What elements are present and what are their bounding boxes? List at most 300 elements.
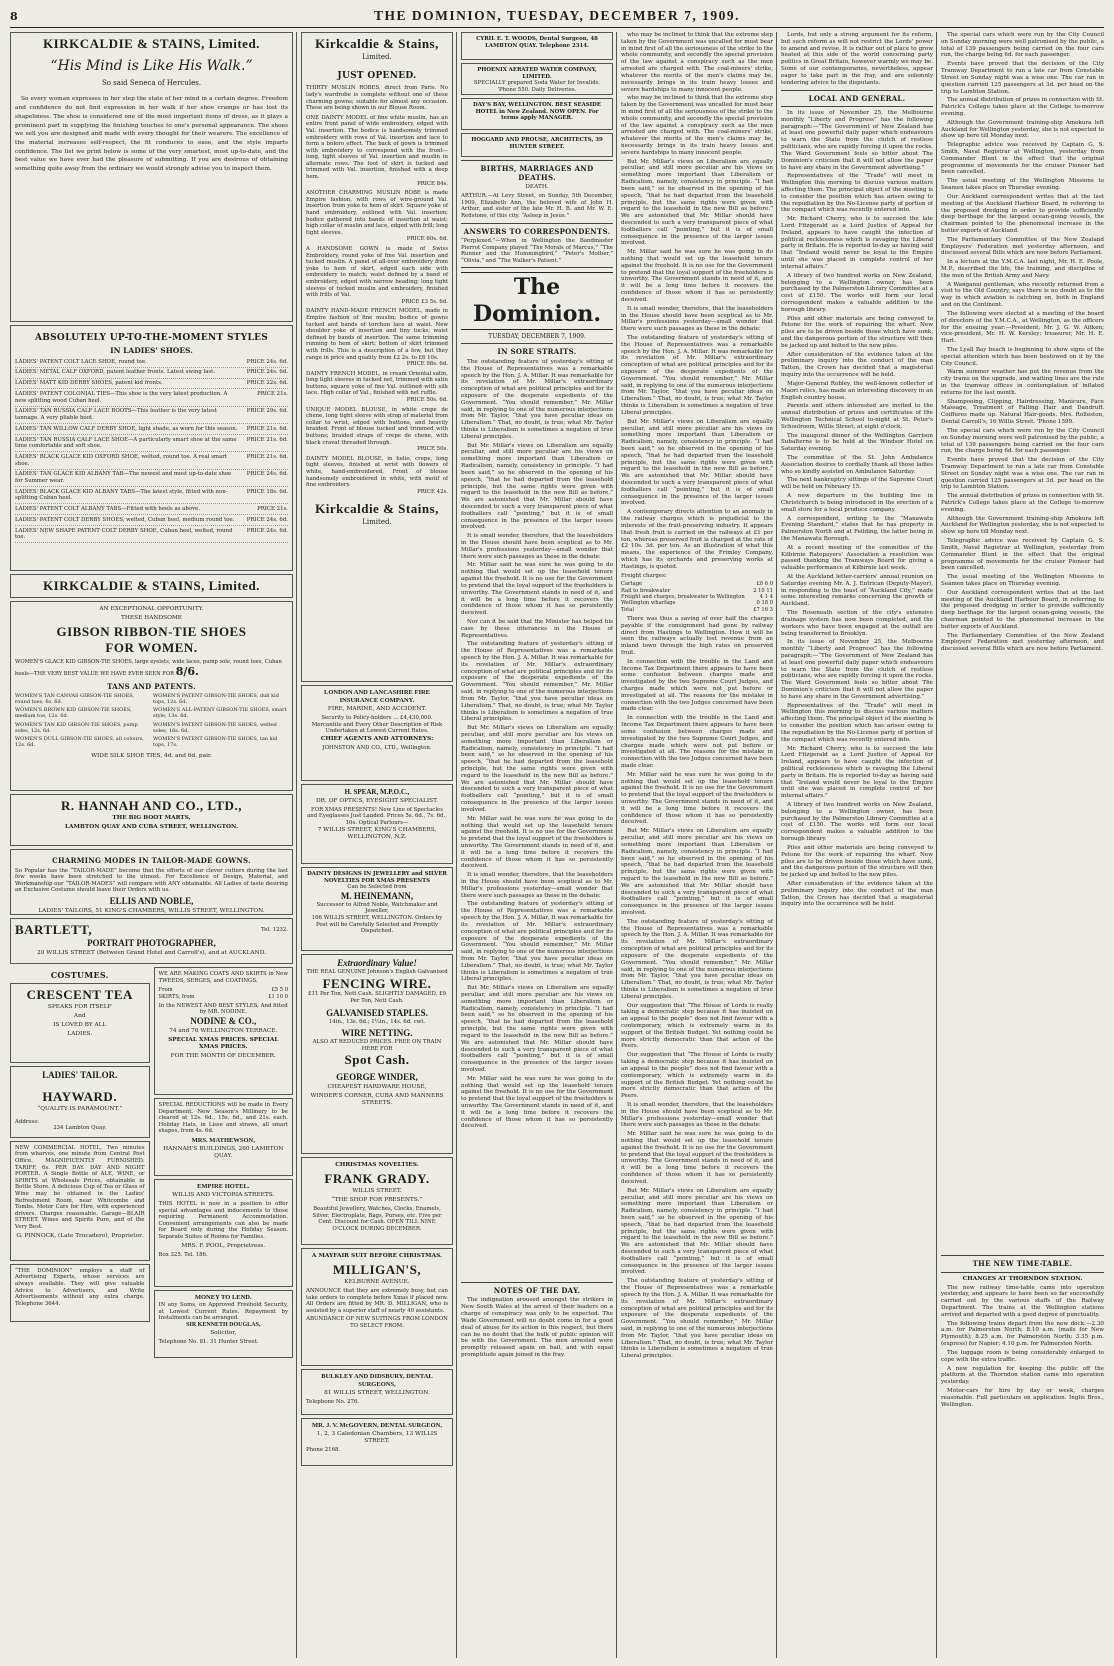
- shoe-item: [15, 452, 288, 469]
- price-value: £5 5 0: [271, 987, 288, 994]
- price-label: SKIRTS, from: [158, 993, 195, 1000]
- winder-netting-body: ALSO AT REDUCED PRICES. FREE ON TRAIN HERE FOR: [312, 1039, 442, 1052]
- shoe-item: [15, 407, 288, 424]
- death-label: DEATH.: [525, 184, 549, 191]
- news-item: Our Auckland correspondent writes that at the last meeting of the Auckland Harbour Board, in referring to the proposed dredging in order to provide sufficiently deep berthage for the largest ocean-going vessels, the chairman pointed to the phenomenal increase in the butter exports of Auckland.: [941, 589, 1104, 630]
- gibson-item: WOMEN'S TAN KID GIBSON-TIE SHOES, pump soles, 12s. 6d.: [15, 721, 138, 734]
- spear-sub: DR. OF OPTICS, EYESIGHT SPECIALIST.: [316, 797, 438, 804]
- money-name: SIR KENNETH DOUGLAS,: [186, 1321, 261, 1328]
- lords-text: Lords, but only a strong argument for its reform, but such reform as will not restrict the Lords' power to amend and revise. It is rather out of place to grow heated at this side of the world concerning party politics in Great Britain, however warmly we may be. Some of our contemporaries, nevertheless, appear eager to take part in the fray, and are solemnly tendering advice to the disputants.: [781, 32, 933, 86]
- editorial-heading: IN SORE STRAITS.: [497, 347, 577, 357]
- robe-desc: THIRTY MUSLIN ROBES, direct from Paris. No lady's wardrobe is complete without one of these charming gowns; suitable for almost any occasion. These are being shown in our Blouse Room.: [306, 85, 448, 112]
- shoe-name: LADIES' PATENT COLT DERBY SHOES, welted, Cuban heel, medium round toe.: [15, 516, 235, 523]
- heinemann-line1: DAINTY DESIGNS IN JEWELLERY and SILVER NOVELTIES FOR XMAS PRESENTS: [307, 871, 447, 884]
- timetable-heading: THE NEW TIME-TABLE.: [972, 1259, 1073, 1268]
- phoenix-body: SPECIALLY prepared Soda Water for Invalids. 'Phone 550. Daily Deliveries.: [473, 80, 601, 93]
- days-bay-ad: [461, 98, 613, 130]
- ks-sub2: Limited.: [362, 518, 392, 527]
- gibson-title: GIBSON RIBBON-TIE SHOES: [56, 624, 247, 640]
- hannah-ad: [10, 794, 293, 846]
- timetable-item: Motor-cars for hire by day or week, charges reasonable. Full particulars on application. Inglis Bros., Wellington.: [941, 1387, 1104, 1408]
- shoe-name: LADIES' PATENT COLT LACE SHOE, round toe.: [15, 358, 147, 365]
- answers-heading: ANSWERS TO CORRESPONDENTS.: [463, 226, 611, 236]
- nodine-title: NODINE & CO.,: [190, 1016, 257, 1027]
- news-item: The next bankruptcy sittings of the Supreme Court will be held on February 15.: [781, 477, 933, 491]
- lower-ads: [10, 967, 293, 1487]
- commercial-hotel-ad: [10, 1141, 150, 1261]
- tailor-name: HAYWARD.: [42, 1088, 118, 1104]
- answers-body: “Perplexed.”—When in Wellington the Bandmaster Pierrot Company played “The Morals of Marcus,” “The Runner and the Hummingbird,” “Peter's Mother,” “Olivia,” and “The Walker's Patient.”: [461, 238, 613, 264]
- mathewson-ad: [154, 1098, 294, 1176]
- shoe-item: [15, 389, 288, 406]
- news-item: A correspondent, writing to the “Manawatu Evening Standard,” states that he has property in Palmerston North and at Feilding, the latter being in the Manawatu Borough.: [781, 515, 933, 542]
- news-item: Piles and other materials are being conveyed to Petone for the work of repairing the wharf. New piles are to be driven beside those which have sunk, and the dangerous portion of the structure will then be jacked up and bolted to the new piles.: [781, 844, 933, 879]
- robe-price: PRICE 42s.: [417, 488, 448, 495]
- news-item: A Wanganui gentleman, who recently returned from a visit to the Old Country, says there is no doubt as to the way in which aviation is catching on, both in England and on the Continent.: [941, 281, 1104, 309]
- shoe-name: LADIES' TAN RUSSIA CALF LACE SHOE—A particularly smart shoe at the same time comfortable and soft shoe.: [15, 436, 237, 450]
- gibson-price: 8/6.: [175, 665, 199, 679]
- robe-item: [306, 115, 448, 188]
- crescent-line: CRESCENT TEA: [26, 986, 133, 1002]
- nodine-xmas: SPECIAL XMAS PRICES. SPECIAL XMAS PRICES.: [168, 1037, 279, 1051]
- mathewson-body: SPECIAL REDUCTIONS will be made in Every Department. New Season's Millinery to be cleared at 12s. 6d., 15s. 6d., and 21s. each. Holiday Hats, in Lisse and straws, all smart shapes, from 4s. 6d.: [158, 1102, 288, 1135]
- robe-price: PRICE 50s. 6d.: [406, 397, 448, 404]
- money-addr: Telephone No. 81. 31 Hunter Street.: [158, 1339, 259, 1346]
- heinemann-title: M. HEINEMANN,: [340, 890, 414, 901]
- crescent-line: And: [73, 1012, 86, 1019]
- ks-title: Kirkcaldie & Stains,: [315, 36, 439, 51]
- winder-name: GEORGE WINDER,: [336, 1072, 418, 1083]
- ellis-noble-ad: [10, 849, 293, 915]
- ks-sub: Limited.: [362, 52, 392, 61]
- news-item: At a recent meeting of the committee of the Kilbirnie Ratepayers' Association a resolution was passed thanking the Tramways Board for giving a valuable performance at Kilbirnie last week.: [781, 544, 933, 572]
- insurance-agents: CHIEF AGENTS AND ATTORNEYS:: [320, 735, 434, 742]
- days-body: DAY'S BAY, WELLINGTON. BEST SEASIDE HOTEL in New Zealand. NOW OPEN. For terms apply MANAGER.: [473, 102, 601, 122]
- gibson-item: WOMEN'S ALL-PATENT GIBSON-TIE SHOES, smart style, 13s. 6d.: [153, 707, 287, 720]
- grady-title: FRANK GRADY.: [324, 1171, 430, 1187]
- gibson-title2: FOR WOMEN.: [105, 639, 198, 655]
- kirkcaldie-shoe-ad: [10, 32, 293, 322]
- charge-value: £7 16 3: [753, 606, 773, 613]
- hannah-addr: LAMBTON QUAY AND CUBA STREET, WELLINGTON.: [64, 823, 238, 830]
- advertiser-name: KIRKCALDIE & STAINS, Limited.: [43, 36, 260, 51]
- milligan-body: ANNOUNCE that they are extremely busy, but can take orders to complete before Xmas if placed now. All Orders are fitted by MR. D. MILLIGAN, who is assisted by a superior staff of nearly 40 assistants.: [306, 1287, 448, 1314]
- winder-staples-price: 14in., 13s. 6d.; 1½in., 14s. 6d. cwt.: [328, 1018, 426, 1025]
- heinemann-addr: 166 WILLIS STREET, WELLINGTON. Orders by Post will be Carefully Selected and Promptly Dispatched.: [311, 914, 443, 935]
- shoe-name: LADIES' PATENT COLONIAL TIES—This shoe is the very latest production. A new splitting wood Cuban heel.: [15, 391, 228, 404]
- shoe-name: LADIES' NEW SHAPE PATENT COLT DERBY SHOE, Cuban heel, welted, round toe.: [15, 527, 233, 541]
- grady-addr: WILLIS STREET.: [352, 1187, 402, 1194]
- crescent-tea-ad: [10, 983, 150, 1063]
- shoe-price: PRICE 24s. 6d.: [246, 471, 288, 478]
- winder-ad: [301, 954, 453, 1154]
- news-item: The special cars which were run by the City Council on Sunday morning were well patronised by the public, a total of 139 passengers being carried on the four cars run, the charge being 6d. for each passenger.: [941, 32, 1104, 59]
- price-value: £1 10 0: [268, 993, 288, 1000]
- spear-title: H. SPEAR, M.P.O.C.,: [344, 788, 410, 796]
- empire-hotel-ad: [154, 1179, 294, 1287]
- shoe-name: LADIES' MATT KID DERBY SHOES, patent kid fronts.: [15, 380, 163, 387]
- news-item: Our Auckland correspondent writes that at the last meeting of the Auckland Harbour Board, in referring to the proposed dredging in order to provide sufficiently deep berthage for the largest ocean-going vessels, the chairman pointed to the phenomenal increase in the butter exports of Auckland.: [941, 193, 1104, 234]
- news-item: Shampooing, Clipping, Hairdressing, Manicure, Face Massage, Treatment of Falling Hair and Dandruff. Coiffures made up. Natural Hair-goods. Mrs. Rolleston, Dental Carroll's, 16 Willis Street. 'Phone 1599.: [941, 398, 1104, 426]
- news-item: Telegraphic advice was received by Captain G. S. Smith, Naval Registrar at Wellington, yesterday from Commander Blunt in the effect that the original programme of movements for the cruiser Pioneer had been cancelled.: [941, 538, 1104, 572]
- local-general-heading: LOCAL AND GENERAL.: [808, 93, 906, 103]
- costume-price-row: [159, 994, 289, 1000]
- news-item: The following were elected at a meeting of the board of directors of the Y.M.C.A., at Wellington, as the officers for the ensuing year:—President, Mr. J. G. W. Aitken; vice-president, Mr. H. W. Kersley; treasurer, Mr. H. E. Hart.: [941, 310, 1104, 345]
- hannah-sub: THE BIG BOOT MARTS,: [112, 814, 191, 821]
- robe-desc: ONE DAINTY MODEL of fine white muslin, has an entire front panel of wide embroidery, edged with Val. insertion. The bodice is handsomely trimmed embroidery with rows of Val. insertion and lace to form a bolero effect. The back of gown is trimmed with embroidery to correspond with the front—long, tight sleeves of Val. insertion and muslin in alternate rows. The foot of skirt is tucked and trimmed with Val. insertion, finished with a deep hem.: [306, 114, 448, 181]
- charge-value: 4 1 4: [759, 593, 773, 600]
- ad-quote: “His Mind is Like His Walk.”: [50, 57, 253, 74]
- shoe-item: [15, 368, 288, 379]
- crescent-line: SPEAKS FOR ITSELF: [47, 1003, 112, 1010]
- robe-item: [306, 85, 448, 111]
- news-item: A new departure in the building line in Christchurch is being introduced in the erection of a small store for a local produce company.: [781, 493, 933, 513]
- shoe-price: PRICE 24s. 6d.: [246, 358, 288, 365]
- grady-tag: “THE SHOP FOR PRESENTS.”: [331, 1196, 423, 1203]
- tailor-ad: [10, 1066, 150, 1138]
- charge-label: Total: [621, 606, 635, 613]
- robe-price: PRICE £3 5s. 6d.: [401, 298, 448, 305]
- shoe-price: PRICE 24s. 6d.: [246, 527, 288, 534]
- shoe-price: PRICE 21s.: [257, 506, 288, 513]
- mcgovern-addr: 1, 2, 3 Caledonian Chambers, 13 WILLIS STREET.: [316, 1430, 438, 1444]
- shoe-name: LADIES' PATENT COLT ALBANY TABS—Fitted with heels as above.: [15, 506, 201, 513]
- news-item: In its issue of November 25, the Melbourne monthly “Liberty and Progress” has the following paragraph:—“The Government of New Zealand has at least one powerful daily paper which endeavours to warn the State from the clutch of restless politicians, who are rapidly forcing it upon the rocks. The Ward Government feels so bitter about The Dominion's criticism that it will not allow the paper to have any share in the Government advertising.”: [781, 110, 933, 171]
- gibson-desc: WOMEN'S GLACE KID GIBSON-TIE SHOES, large eyelets, wide laces, pump sole, round toes, Cuban heels—THE VERY BEST VALUE WE HAVE EVER SEEN FOR 8/6.: [15, 658, 282, 679]
- news-item: The committee of the St. John Ambulance Association desires to cordially thank all those ladies who so kindly assisted on Ambulance Saturday.: [781, 455, 933, 475]
- empire-proprietress: MRS. F. POOL, Proprietress.: [181, 1242, 266, 1249]
- gibson-intro2: THESE HANDSOME: [120, 615, 183, 622]
- gibson-item: WOMEN'S PATENT GIBSON-TIE SHOES, tan kid tops, 17s.: [153, 735, 278, 748]
- gibson-item: WOMEN'S BROWN KID GIBSON-TIE SHOES, medium toe, 12s. 6d.: [15, 707, 132, 720]
- local-general-items: [781, 110, 933, 908]
- gibson-footer: WIDE SILK SHOE TIES, 4d. and 6d. pair.: [91, 752, 212, 759]
- ellis-addr: LADIES' TAILORS, 51 KING'S CHAMBERS, WILLIS STREET, WELLINGTON.: [38, 907, 265, 914]
- winder-title: FENCING WIRE.: [322, 975, 432, 991]
- bartlett-sub: PORTRAIT PHOTOGRAPHER,: [87, 937, 216, 948]
- news-item: The Roseneath section of the city's extensive drainage system has now been completed, and the workers who have been engaged at the outfall are being transferred to Brooklyn.: [781, 610, 933, 637]
- money-role: Solicitor,: [210, 1330, 237, 1337]
- robe-desc: DAINTY MODEL BLOUSE, in helio, crepe, long tight sleeves, finished at wrist with flowers of white, hand-embroidered. Front of blouse handsomely embroidered in white, with motif of fine embroidery.: [306, 455, 448, 489]
- robe-item: [306, 456, 448, 496]
- tailor-heading: LADIES' TAILOR.: [42, 1069, 118, 1080]
- shoe-price: PRICE 22s. 6d.: [246, 380, 288, 387]
- news-item: The inaugural dinner of the Wellington Garrison Subalterns is to be held at the Windsor Hotel on Saturday evening.: [781, 432, 933, 453]
- bulkley-addr: 81 WILLIS STREET, WELLINGTON.: [324, 1389, 430, 1396]
- shoe-price: PRICE 18s. 6d.: [246, 488, 288, 495]
- crescent-line: IS LOVED BY ALL: [53, 1021, 107, 1028]
- dominion-advertising-ad: [10, 1264, 150, 1322]
- births-heading: BIRTHS, MARRIAGES AND DEATHS.: [480, 164, 594, 182]
- robe-item: [306, 371, 448, 404]
- ellis-body: So Popular has the “TAILOR-MADE” become that the efforts of our clever cutters during the last few weeks have been stretched to the utmost. For Excellence of Design, Material, and Workmanship our “TAILOR-MADES” will compare with ANY obtainable. All Ladies of taste desiring an Exclusive Costume should leave their Orders with us.: [15, 867, 288, 894]
- ad-attribution: So said Seneca of Hercules.: [101, 78, 202, 87]
- news-item: The usual meeting of the Wellington Missions to Seamen takes place on Thursday evening.: [941, 574, 1104, 587]
- costumes-heading: COSTUMES.: [50, 970, 109, 980]
- winder-netting: WIRE NETTING.: [341, 1028, 413, 1039]
- shoe-items: [15, 357, 288, 543]
- timetable-items: [941, 1285, 1104, 1409]
- bulkley-title: BULKLEY AND DIDSBURY, DENTAL SURGEONS,: [321, 1373, 433, 1388]
- nodine-ad: [154, 967, 294, 1095]
- column-4-text-2: There was thus a saving of over half the charges payable if the consignment had gone by railway direct from Hastings to Wellington. How it will be seen the railways actually lost revenue from an inland town through the high rates on preserved fruit. In connection with the trouble in the Land and Income Tax Department there appears to have been some confusion between charges made and investigated by the two Supreme Court Judges, and charges made which were not put before or investigated at all. The reasons for the mistake in connection with the two Judges concerned have been made clear. In connection with the trouble in the Land and Income Tax Department there appears to have been some confusion between charges made and investigated by the two Supreme Court Judges, and charges made which were not put before or investigated at all. The reasons for the mistake in connection with the two Judges concerned have been made clear. Mr. Millar said he was sure he was going to do nothing that would set up the leasehold tenure against the freehold. It is no use for the Government to pretend that the loyal support of the freeholders is unworthy. The Government stands in need of it, and it will be a long time before it recovers the confidence of those whom it has so persistently deceived. But Mr. Millar's views on Liberalism are equally peculiar, and still more peculiar are his views on something more important than Liberalism or Radicalism, namely, consistency in principle. “I had been said,” so he observed in the opening of his speech, “that he had departed from the leasehold principle, but the same rights were given with regard to the leasehold in the new Bill as before.” We are astonished that Mr. Millar should have descended to such a very transparent piece of what footballers call “pointing,” but it is of small consequence in the presence of the larger issues involved. The outstanding feature of yesterday's sitting of the House of Representatives was a remarkable speech by the Hon. J. A. Millar. It was remarkable for its revelation of Mr. Millar's extraordinary conception of what are political principles and for its exposure of the desperate expedients of the Government. “You should remember,” Mr. Millar said, in replying to one of the numerous interjections from Mr. Taylor, “that you have peculiar ideas on Liberalism.” That, no doubt, is true; what Mr. Taylor thinks is Liberalism is sometimes a negation of true Liberal principles. Our suggestion that “The House of Lords is really taking a democratic step because it has insisted on an appeal to the people” does not find favour with a contemporary, which is extremely warm in its support of the British Budget. Yet nothing could be more strictly democratic than that action of the Peers. Our suggestion that “The House of Lords is really taking a democratic step because it has insisted on an appeal to the people” does not find favour with a contemporary, which is extremely warm in its support of the British Budget. Yet nothing could be more strictly democratic than that action of the Peers. It is small wonder, therefore, that the leaseholders in the House should have been sceptical as to Mr. Millar's professions yesterday—small wonder that there were such passages as these in the debate: Mr. Millar said he was sure he was going to do nothing that would set up the leasehold tenure against the freehold. It is no use for the Government to pretend that the loyal support of the freeholders is unworthy. The Government stands in need of it, and it will be a long time before it recovers the confidence of those whom it has so persistently deceived. But Mr. Millar's views on Liberalism are equally peculiar, and still more peculiar are his views on something more important than Liberalism or Radicalism, namely, consistency in principle. “I had been said,” so he observed in the opening of his speech, “that he had departed from the leasehold principle, but the same rights were given with regard to the leasehold in the new Bill as before.” We are astonished that Mr. Millar should have descended to such a very transparent piece of what footballers call “pointing,” but it is of small consequence in the presence of the larger issues involved. The outstanding feature of yesterday's sitting of the House of Representatives was a remarkable speech by the Hon. J. A. Millar. It was remarkable for its revelation of Mr. Millar's extraordinary conception of what are political principles and for its exposure of the desperate expedients of the Government. “You should remember,” Mr. Millar said, in replying to one of the numerous interjections from Mr. Taylor, “that you have peculiar ideas on Liberalism.” That, no doubt, is true; what Mr. Taylor thinks is Liberalism is sometimes a negation of true Liberal principles.: [621, 615, 773, 1360]
- robe-desc: DAINTY FRENCH MODEL, in cream Oriental satin, long tight sleeves in tucked net, trimmed with satin buttons, square yoke of fine Val. outlined with silk lace. High collar of Val., finished with net ruffle.: [306, 370, 448, 397]
- notes-body: The indignation aroused amongst the strikers in New South Wales at the arrest of their leaders on a charge of conspiracy was only to be expected. The Wade Government will no doubt come in for a good deal of abuse for its action in this respect, but there can be no doubt that the bulk of public opinion will be with the Government. The men arrested were promptly released again on bail, and with equal promptitude again joined in the fray.: [461, 1297, 613, 1358]
- news-item: The Lyall Bay beach is beginning to show signs of the special attention which has been bestowed on it by the City Council.: [941, 346, 1104, 367]
- column-4: [621, 32, 773, 1658]
- tans-heading: TANS AND PATENTS.: [107, 681, 196, 691]
- timetable-item: The following trains depart from the new dock:—2.30 a.m. for Palmerston North; 8.10 a.m. (mails for New Plymouth); 8.25 a.m. for Palmerston North; 3.35 p.m. (express) for Napier; 4.10 p.m. for Palmerston North.: [941, 1320, 1104, 1348]
- robe-item: [306, 246, 448, 305]
- ellis-title: ELLIS AND NOBLE,: [109, 895, 194, 906]
- shoe-name: LADIES' TAN GLACE KID ALBANY TAB—The newest and most up-to-date shoe for Summer wear.: [15, 471, 232, 484]
- news-item: Events have proved that the decision of the City Tramway Department to run a late car from Constable Street on Sunday night was a wise one. The car ran in question carried 125 passengers at 3d. per head on the trip to Lambton Station.: [941, 457, 1104, 491]
- news-item: Parents and others interested are invited to the annual distribution of prizes and certificates of the Wellington Technical School to-night at St. Peter's Schoolroom, Willis Street, at eight o'clock.: [781, 403, 933, 430]
- winder-sub: THE REAL GENUINE Johnson's English Galvanised: [306, 968, 448, 975]
- shoe-price: PRICE 21s. 6d.: [246, 436, 288, 443]
- tailor-addr-label: Address:: [15, 1118, 39, 1125]
- timetable-sub: CHANGES AT THORNDON STATION.: [962, 1275, 1083, 1282]
- charge-label: Freight and charges, breakwater to Wellington: [621, 593, 745, 600]
- woods-dental-ad: [461, 32, 613, 60]
- bartlett-addr: 20 WILLIS STREET (Between Grand Hotel and Carroll's), and at AUCKLAND.: [37, 949, 266, 956]
- mathewson-name: MRS. MATHEWSON,: [191, 1136, 255, 1144]
- news-item: At the Auckland letter-carriers' annual reunion on Saturday evening Mr. A. J. Entrican (Deputy-Mayor), in responding to the toast of “Auckland City,” made some interesting remarks concerning the growth of Auckland.: [781, 574, 933, 608]
- ks-title2: Kirkcaldie & Stains,: [315, 501, 439, 517]
- shoe-item: [15, 504, 288, 515]
- news-item: Major-General Robley, the well-known collector of Maori relics, has made an interesting discovery in an English country house.: [781, 380, 933, 401]
- winder-role: CHEAPEST HARDWARE HOUSE,: [327, 1084, 427, 1091]
- robe-price: PRICE 60s. 6d.: [406, 236, 448, 243]
- news-item: Representatives of the “Trade” will meet in Wellington this morning to discuss various matters affecting them. The principal object of the meeting is to consider the position which has arisen owing to the repudiation by the No-License party of portion of the compact which was recently entered into.: [781, 702, 933, 743]
- column-6-items: [941, 32, 1104, 1252]
- spear-addr: 7 WILLIS STREET, KING'S CHAMBERS, WELLINGTON, N.Z.: [317, 827, 437, 841]
- death-notice: ARTHUR.—At Levy Street, on Sunday, 5th December, 1909, Elizabeth Ann, the beloved wife of John H. Arthur, and sister of the late Mr. H. B. and Mr. W. E. Redstone, of this city. “Asleep in Jesus.”: [461, 193, 613, 219]
- kirkcaldie-robes-ad: [301, 32, 453, 682]
- winder-staples: GALVANISED STAPLES.: [326, 1007, 428, 1018]
- phoenix-ad: [461, 63, 613, 95]
- news-item: The special cars which were run by the City Council on Sunday morning were well patronised by the public, a total of 139 passengers being carried on the four cars run, the charge being 6d. for each passenger.: [941, 427, 1104, 455]
- bartlett-tel: Tel. 1232.: [261, 926, 288, 933]
- money-body: IN any Sums, on Approved Freehold Security, at Lowest Current Rates. Repayment by Instalments can be arranged.: [158, 1301, 288, 1322]
- mcgovern-dental-ad: [301, 1418, 453, 1466]
- insurance-name: JOHNSTON AND CO., LTD., Wellington.: [322, 744, 432, 751]
- shoe-name: LADIES' METAL CALF OXFORD, patent leather fronts. Latest swing last.: [15, 369, 216, 376]
- news-item: Telegraphic advice was received by Captain G. S. Smith, Naval Registrar at Wellington, yesterday from Commander Blunt in the effect that the original programme of movements for the cruiser Pioneer had been cancelled.: [941, 142, 1104, 176]
- hoggard-ad: [461, 133, 613, 157]
- tailor-addr: 234 Lambton Quay.: [53, 1125, 107, 1132]
- column-5: [781, 32, 933, 1658]
- mcgovern-tel: Phone 2168.: [306, 1447, 341, 1454]
- shoe-price: PRICE 21s. 6d.: [246, 453, 288, 460]
- heinemann-line2: Can be Selected from: [347, 884, 407, 891]
- phoenix-title: PHOENIX AERATED WATER COMPANY, LIMITED.: [477, 67, 597, 80]
- news-item: The annual distribution of prizes in connection with St. Patrick's College takes place at the College to-morrow evening.: [941, 97, 1104, 117]
- ladies-shoes-list: [10, 325, 293, 571]
- bulkley-tel: Telephone No. 276.: [306, 1398, 360, 1405]
- column-1: [10, 32, 293, 1658]
- column-2: [301, 32, 453, 1658]
- shoes-subheading: IN LADIES' SHOES.: [110, 345, 193, 355]
- insurance-ad: [301, 685, 453, 781]
- news-item: Although the Government training-ship Amokura left Auckland for Wellington yesterday, she is not expected to show up here till Monday next.: [941, 119, 1104, 140]
- robe-desc: A HANDSOME GOWN is made of Swiss Embroidery, round yoke of fine Val. insertion and tucked muslin. A panel of all-over embroidery from yoke to hem of skirt, edged each side with embroidery to match; waist defined by a band of embroidery, edged with narrow beading; long tight sleeves of tucked muslin and embroidery, finished with frills of Val.: [306, 246, 448, 299]
- shoe-item: [15, 470, 288, 487]
- milligan-footer: ABUNDANCE OF NEW SUITINGS FROM LONDON TO SELECT FROM.: [306, 1316, 448, 1329]
- bulkley-dental-ad: [301, 1369, 453, 1415]
- ad-body: So every woman expresses in her step the state of her mind in a certain degree. Freedom and confidence do not find expression in her walk if her shoe cramps or has lost its shapeliness. The shoe is considered one of the most important items of dress, as it plays a prominent part in supplying the finishing touches to one's personal appearance. The shoes we sell you are designed and made with every thought for their wearers. The excellence of the material increases self-respect, the fit conduces to ease, and the style imparts confidence. The list we print below is some of the very smartest, most up-to-date, and the best value we have ever had the pleasure of submitting. If you are desirous of obtaining something quite away from the ordinary we would strongly advise you to inspect them.: [15, 96, 288, 172]
- charge-value: £0 6 0: [756, 581, 773, 588]
- news-item: The annual distribution of prizes in connection with St. Patrick's College takes place at the College to-morrow evening.: [941, 493, 1104, 513]
- robe-desc: DAINTY HAND-MADE FRENCH MODEL, made in Empire fashion of fine muslin; bodice of gowns tucked and bands of torchon lace at waist. New shoulder yoke of insertion and tiny tucks; waist defined by bands of insertion. The same trimming running to hem of skirt; bottom of skirt trimmed with frills. This is a description of a few, but they range in price and quality from £2 2s. to £6 10s.: [306, 308, 448, 361]
- timetable-item: The luggage room is being considerably enlarged to cope with the extra traffic.: [941, 1349, 1104, 1363]
- news-item: Events have proved that the decision of the City Tramway Department to run a late car from Constable Street on Sunday night was a wise one. The car ran in question carried 125 passengers at 3d. per head on the trip to Lambton Station.: [941, 61, 1104, 95]
- spear-body: FOR XMAS PRESENTS! New Line of Spectacles and Eyeglasses Just Landed. Prices 5s. 6d., 7s. 6d., 10s. Optical Parlours—: [307, 806, 447, 826]
- news-item: Mr. Richard Cherry, who is to succeed the late Lord Fitzgerald as a Lord Justice of Appeal for Ireland, appears to have caught the infection of political recklessness which is ravaging the Liberal party in Britain. He is reported to-day as having said that “Ireland would never be loyal to the Empire until she was placed in complete control of her internal affairs.”: [781, 745, 933, 800]
- freight-charges-table: [621, 581, 773, 613]
- shoe-name: LADIES' TAN RUSSIA CALF LACE BOOTS—This leather is the very latest tannage. A very pliable boot.: [15, 408, 217, 422]
- charge-label: Rail to breakwater: [621, 587, 671, 594]
- milligan-ad: [301, 1248, 453, 1366]
- money-heading: MONEY TO LEND.: [194, 1294, 252, 1301]
- winder-spot: Spot Cash.: [344, 1052, 410, 1068]
- gibson-intro: AN EXCEPTIONAL OPPORTUNITY.: [99, 606, 204, 612]
- charge-value: 0 18 0: [756, 600, 773, 607]
- costume-prices: [159, 987, 289, 1000]
- robe-desc: UNIQUE MODEL BLOUSE, in white crepe de chene, long tight sleeve with strap of material from collar to wrist, edged with buttons, and heavily braided. Front of blouse tucked and trimmed with buttons; braided straps of crepe de chene, with black cravat threaded through.: [306, 406, 448, 446]
- charge-label: Wellington wharfage: [621, 600, 676, 607]
- shoe-price: PRICE 29s. 6d.: [246, 408, 288, 415]
- heinemann-ad: [301, 867, 453, 951]
- news-item: Piles and other materials are being conveyed to Petone for the work of repairing the wharf. New piles are to be driven beside those which have sunk, and the dangerous portion of the structure will then be jacked up and bolted to the new piles.: [781, 315, 933, 349]
- commercial-body: NEW COMMERCIAL HOTEL, Two minutes from wharves, one minute from Central Post Office. MAGNIFICENTLY FURNISHED. TARIFF, 6s. PER DAY. DAY AND NIGHT PORTER. A Single Bottle of ALE, WINE, or SPIRITS at Wholesale Prices, obtainable in Bottle Store. A delicious Cup of Tea or Glass of Wine may be obtained in the Ladies' Refreshment Room, near Whitcombe and Tombs. Motor Cars for Hire, with experienced drivers. Charges reasonable. Garage—BLAIR STREET. Wines and Spirits Pure, and of the Very Best.: [15, 1144, 145, 1230]
- price-label: From: [158, 987, 173, 994]
- charge-value: 2 10 11: [753, 587, 773, 594]
- shoe-name: LADIES' TAN WILLOW CALF DERBY SHOE, light shade, as worn for this season.: [15, 425, 238, 432]
- shoe-name: LADIES' BLACK GLACE KID OXFORD SHOE, welted, round toe. A real smart shoe.: [15, 453, 227, 467]
- nodine-also: In the NEWEST AND BEST STYLES, And fitted by MR. NODINE.: [158, 1002, 288, 1016]
- empire-box: Box 325. Tel. 186.: [158, 1251, 208, 1258]
- gibson-item: WOMEN'S DULL GIBSON-TIE SHOES, all colours, 12s. 6d.: [15, 735, 144, 748]
- shoe-price: PRICE 21s.: [257, 391, 288, 398]
- insurance-sub: FIRE, MARINE, AND ACCIDENT.: [327, 705, 427, 712]
- winder-prices: £11 Per Ton, Nett Cash. SLIGHTLY DAMAGED, £9 Per Ton, Nett Cash.: [308, 991, 446, 1005]
- news-item: Mr. Richard Cherry, who is to succeed the late Lord Fitzgerald as a Lord Justice of Appeal for Ireland, appears to have caught the infection of political recklessness which is ravaging the Liberal party in Britain. He is reported to-day as having said that “Ireland would never be loyal to the Empire until she was placed in complete control of her internal affairs.”: [781, 216, 933, 270]
- bartlett-ad: [10, 918, 293, 964]
- news-item: After consideration of the evidence taken at the preliminary inquiry into the conduct of the man Tatton, the Crown has decided that a magisterial inquiry into the occurrence will be held.: [781, 351, 933, 379]
- robe-item: [306, 407, 448, 453]
- mathewson-addr: HANNAH'S BUILDINGS, 260 LAMBTON QUAY.: [163, 1145, 284, 1159]
- nodine-body: WE ARE MAKING COATS AND SKIRTS in New TWEEDS, SERGES, and COATINGS.: [158, 971, 288, 984]
- money-lend-ad: [154, 1290, 294, 1358]
- editorial-date: TUESDAY, DECEMBER 7, 1909.: [488, 333, 586, 341]
- grady-heading: CHRISTMAS NOVELTIES.: [335, 1162, 419, 1168]
- winder-heading: Extraordinary Value!: [337, 958, 417, 968]
- newspaper-title: THE DOMINION, TUESDAY, DECEMBER 7, 1909.: [374, 8, 740, 24]
- grady-body: Beautiful Jewellery, Watches, Clocks, Enamels, Silver, Electroplate, Bags, Purses, etc. Five per Cent. Discount for Cash. OPEN TILL NINE O'CLOCK DURING DECEMBER.: [312, 1206, 442, 1232]
- news-item: The usual meeting of the Wellington Missions to Seamen takes place on Thursday evening.: [941, 178, 1104, 192]
- shoe-item: [15, 435, 288, 452]
- gibson-item: WOMEN'S PATENT GIBSON-TIE SHOES, welted soles, 16s. 6d.: [153, 721, 277, 734]
- charge-row: [621, 607, 773, 613]
- insurance-security: Security to Policy-holders ... £4,430,000.: [321, 714, 433, 721]
- insurance-body: Mercantile and Every Other Description of Risk Undertaken at Lowest Current Rates.: [311, 721, 443, 735]
- shoe-item: [15, 357, 288, 368]
- robe-price: PRICE 84s.: [417, 180, 448, 187]
- woods-body: CYRIL E. T. WOODS, Dental Surgeon, 48 LAMBTON QUAY. Telephone 2314.: [476, 36, 598, 49]
- milligan-addr: KELBURNE AVENUE.: [344, 1278, 410, 1285]
- column-4-text: who may be inclined to think that the extreme step taken by the Government was uncalled for must bear in mind first of all the seriousness of the strike to the whole community, and secondly the special provision of the law against a conspiracy such as the men arrested are charged with. The coal-miners' strike, whatever the merits of the men's claims may be, necessarily brings in its train heavy losses and severe hardships to many innocent people. who may be inclined to think that the extreme step taken by the Government was uncalled for must bear in mind first of all the seriousness of the strike to the whole community, and secondly the special provision of the law against a conspiracy such as the men arrested are charged with. The coal-miners' strike, whatever the merits of the men's claims may be, necessarily brings in its train heavy losses and severe hardships to many innocent people. But Mr. Millar's views on Liberalism are equally peculiar, and still more peculiar are his views on something more important than Liberalism or Radicalism, namely, consistency in principle. “I had been said,” so he observed in the opening of his speech, “that he had departed from the leasehold principle, but the same rights were given with regard to the leasehold in the new Bill as before.” We are astonished that Mr. Millar should have descended to such a very transparent piece of what footballers call “pointing,” but it is of small consequence in the presence of the larger issues involved. Mr. Millar said he was sure he was going to do nothing that would set up the leasehold tenure against the freehold. It is no use for the Government to pretend that the loyal support of the freeholders is unworthy. The Government stands in need of it, and it will be a long time before it recovers the confidence of those whom it has so persistently deceived. It is small wonder, therefore, that the leaseholders in the House should have been sceptical as to Mr. Millar's professions yesterday—small wonder that there were such passages as these in the debate: The outstanding feature of yesterday's sitting of the House of Representatives was a remarkable speech by the Hon. J. A. Millar. It was remarkable for its revelation of Mr. Millar's extraordinary conception of what are political principles and for its exposure of the desperate expedients of the Government. “You should remember,” Mr. Millar said, in replying to one of the numerous interjections from Mr. Taylor, “that you have peculiar ideas on Liberalism.” That, no doubt, is true; what Mr. Taylor thinks is Liberalism is sometimes a negation of true Liberal principles. But Mr. Millar's views on Liberalism are equally peculiar, and still more peculiar are his views on something more important than Liberalism or Radicalism, namely, consistency in principle. “I had been said,” so he observed in the opening of his speech, “that he had departed from the leasehold principle, but the same rights were given with regard to the leasehold in the new Bill as before.” We are astonished that Mr. Millar should have descended to such a very transparent piece of what footballers call “pointing,” but it is of small consequence in the presence of the larger issues involved. A contemporary directs attention to an anomaly in the railway charges which is prejudicial to the interests of the fruit-preserving industry. It appears that fresh fruit is carried on the railways at £1 per ton, whereas preserved fruit is charged at the rate of £2 10s. 3d. per ton. As an illustration of what this means, the experience of the Frimley Company, which has its orchards and preserving works at Hastings, is quoted.: [621, 32, 773, 570]
- insurance-title: LONDON AND LANCASHIRE FIRE INSURANCE COMPANY.: [324, 689, 430, 704]
- robe-item: [306, 308, 448, 367]
- shoe-item: [15, 526, 288, 543]
- hoggard-body: HOGGARD AND PROUSE, ARCHITECTS, 39 HUNTER STREET.: [471, 137, 603, 150]
- notes-heading: NOTES OF THE DAY.: [493, 1285, 581, 1295]
- milligan-heading: A MAYFAIR SUIT BEFORE CHRISTMAS.: [311, 1253, 443, 1259]
- crescent-line: LADIES.: [67, 1030, 93, 1037]
- nodine-addr: 74 and 76 WELLINGTON TERRACE.: [169, 1028, 278, 1035]
- shoe-price: PRICE 24s. 6d.: [246, 516, 288, 523]
- news-item: After consideration of the evidence taken at the preliminary inquiry into the conduct of the man Tatton, the Crown has decided that a magisterial inquiry into the occurrence will be held.: [781, 880, 933, 908]
- news-item: A library of two hundred works on New Zealand, belonging to a Wellington owner, has been purchased by the Palmerston Library Committee at a cost of £150. The works will form our local correspondent makes a valuable addition to the borough library.: [781, 802, 933, 843]
- news-item: A library of two hundred works on New Zealand, belonging to a Wellington owner, has been purchased by the Palmerston Library Committee at a cost of £150. The works will form our local correspondent makes a valuable addition to the borough library.: [781, 272, 933, 313]
- robe-desc: ANOTHER CHARMING MUSLIN ROBE is made Empire fashion, with rows of wire-ground Val. insertion from yoke to hem of skirt. Square yoke of hand embroidery, outlined with Val. insertion; bodice gathered into bands of insertion at waist; high collar of muslin and lace, edged with frill; long tight sleeves.: [306, 190, 448, 236]
- bartlett-title: BARTLETT,: [15, 922, 93, 937]
- shoe-price: PRICE 24s. 6d.: [246, 369, 288, 376]
- robe-item: [306, 190, 448, 243]
- empire-title: EMPIRE HOTEL.: [197, 1183, 250, 1190]
- robe-items: [306, 85, 448, 495]
- nodine-month: FOR THE MONTH OF DECEMBER.: [170, 1053, 276, 1060]
- column-3: [461, 32, 613, 1658]
- shoe-item: [15, 515, 288, 526]
- shoe-item: [15, 487, 288, 504]
- grady-ad: [301, 1157, 453, 1245]
- shoe-item: [15, 424, 288, 435]
- winder-addr: WINDER'S CORNER, CUBA AND MANNERS STREETS.: [310, 1093, 444, 1107]
- timetable-item: The new railway time-table came into operation yesterday, and appears to have been so far successfully carried out by the various staffs of the Railway Department. The trains at the Wellington stations arrived and departed with a good degree of punctuality.: [941, 1284, 1104, 1318]
- page-header: [10, 6, 1104, 28]
- page-number: 8: [10, 10, 18, 23]
- mcgovern-title: MR. J. V. McGOVERN, DENTAL SURGEON,: [311, 1422, 442, 1429]
- news-item: Although the Government training-ship Amokura left Auckland for Wellington yesterday, she is not expected to show up here till Monday next.: [941, 515, 1104, 536]
- dominion-ad-body: “THE DOMINION” employs a staff of Advertising Experts, whose services are always available. They will give valuable Advice to Advertisers, and Write Advertisements without any extra charge. Telephone 3644.: [15, 1267, 145, 1307]
- advertiser-name: KIRKCALDIE & STAINS, Limited.: [43, 578, 260, 594]
- shoes-heading: ABSOLUTELY UP-TO-THE-MOMENT STYLES: [34, 333, 269, 343]
- column-6: [941, 32, 1104, 1658]
- milligan-title: MILLIGAN'S,: [332, 1262, 422, 1278]
- news-item: The Parliamentary Committee of the New Zealand Employers' Federation met yesterday afternoon, and discussed several Bills which are now before Parliament.: [941, 236, 1104, 257]
- news-item: The Parliamentary Committee of the New Zealand Employers' Federation met yesterday afternoon, and discussed several Bills which are now before Parliament.: [941, 632, 1104, 653]
- ellis-heading: CHARMING MODES IN TAILOR-MADE GOWNS.: [52, 856, 251, 865]
- news-item: In its issue of November 25, the Melbourne monthly “Liberty and Progress” has the following paragraph:—“The Government of New Zealand has at least one powerful daily paper which endeavours to warn the State from the clutch of restless politicians, who are rapidly forcing it upon the rocks. The Ward Government feels so bitter about The Dominion's criticism that it will not allow the paper to have any share in the Government advertising.”: [781, 639, 933, 700]
- timetable-item: A new regulation for keeping the public off the platform at the Thorndon station came into operation yesterday.: [941, 1365, 1104, 1386]
- gibson-items: [15, 693, 288, 750]
- masthead: The Dominion.: [461, 272, 613, 330]
- charges-label: Freight charges:: [621, 572, 667, 579]
- charge-label: Cartage: [621, 581, 643, 588]
- empire-streets: WILLIS AND VICTORIA STREETS.: [172, 1191, 275, 1198]
- gibson-item: WOMEN'S TAN CANVAS GIBSON-TIE SHOES, round toes, 6s. 6d.: [15, 693, 135, 706]
- robe-price: PRICE 50s.: [417, 446, 448, 453]
- shoe-item: [15, 379, 288, 390]
- ks-heading: JUST OPENED.: [337, 71, 417, 82]
- kirkcaldie-banner: [10, 574, 293, 598]
- robe-price: PRICE 98s. 6d.: [406, 361, 448, 368]
- hannah-title: R. HANNAH AND CO., LTD.,: [61, 798, 242, 813]
- gibson-shoes-ad: [10, 601, 293, 791]
- heinemann-role: Successor to Alfred Noble, Watchmaker and Jeweller,: [316, 901, 438, 915]
